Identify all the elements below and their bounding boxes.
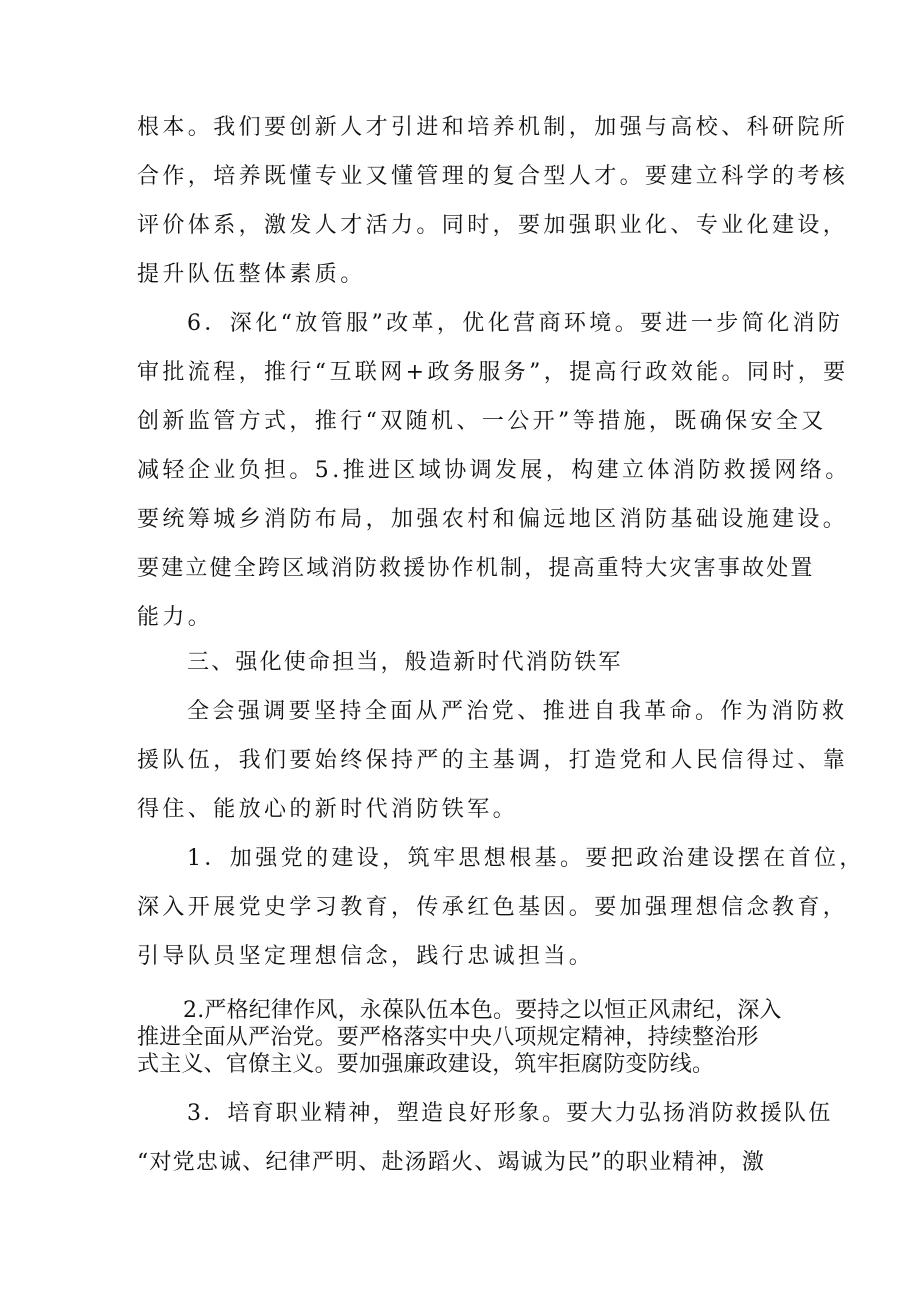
paragraph-line: 要建立健全跨区域消防救援协作机制，提高重特大灾害事故处置 xyxy=(137,556,815,581)
paragraph-line: 审批流程，推行“互联网+政务服务”，提高行政效能。同时，要 xyxy=(137,360,849,385)
paragraph-line: 能力。 xyxy=(137,605,214,630)
paragraph-line: “对党忠诚、纪律严明、赴汤蹈火、竭诚为民”的职业精神，激 xyxy=(137,1150,766,1175)
paragraph-line: 3．培育职业精神，塑造良好形象。要大力弘扬消防救援队伍 xyxy=(187,1101,833,1126)
paragraph-line: 2.严格纪律作风，永葆队伍本色。要持之以恒正风肃纪，深入 xyxy=(183,998,782,1023)
paragraph-line: 要统筹城乡消防布局，加强农村和偏远地区消防基础设施建设。 xyxy=(137,507,849,532)
paragraph-line: 根本。我们要创新人才引进和培养机制，加强与高校、科研院所 xyxy=(137,115,849,140)
paragraph-line: 推进全面从严治党。要严格落实中央八项规定精神，持续整治形 xyxy=(137,1025,759,1050)
paragraph-line: 6．深化“放管服”改革，优化营商环境。要进一步简化消防 xyxy=(187,311,844,336)
paragraph-line: 深入开展党史学习教育，传承红色基因。要加强理想信念教育， xyxy=(137,895,849,920)
paragraph-line: 全会强调要坚持全面从严治党、推进自我革命。作为消防救 xyxy=(187,699,848,724)
paragraph-line: 引导队员坚定理想信念，践行忠诚担当。 xyxy=(137,944,595,969)
paragraph-line: 减轻企业负担。5.推进区域协调发展，构建立体消防救援网络。 xyxy=(137,458,851,483)
paragraph-line: 创新监管方式，推行“双随机、一公开”等措施，既确保安全又 xyxy=(137,409,827,434)
paragraph-line: 评价体系，激发人才活力。同时，要加强职业化、专业化建设， xyxy=(137,213,849,238)
paragraph-line: 1．加强党的建设，筑牢思想根基。要把政治建设摆在首位， xyxy=(187,846,865,871)
paragraph-line: 得住、能放心的新时代消防铁军。 xyxy=(137,797,519,822)
section-heading: 三、强化使命担当，般造新时代消防铁军 xyxy=(187,650,623,675)
paragraph-line: 合作，培养既懂专业又懂管理的复合型人才。要建立科学的考核 xyxy=(137,164,849,189)
paragraph-line: 式主义、官僚主义。要加强廉政建设，筑牢拒腐防变防线。 xyxy=(137,1052,715,1077)
paragraph-line: 援队伍，我们要始终保持严的主基调，打造党和人民信得过、靠 xyxy=(137,748,849,773)
paragraph-line: 提升队伍整体素质。 xyxy=(137,262,366,287)
